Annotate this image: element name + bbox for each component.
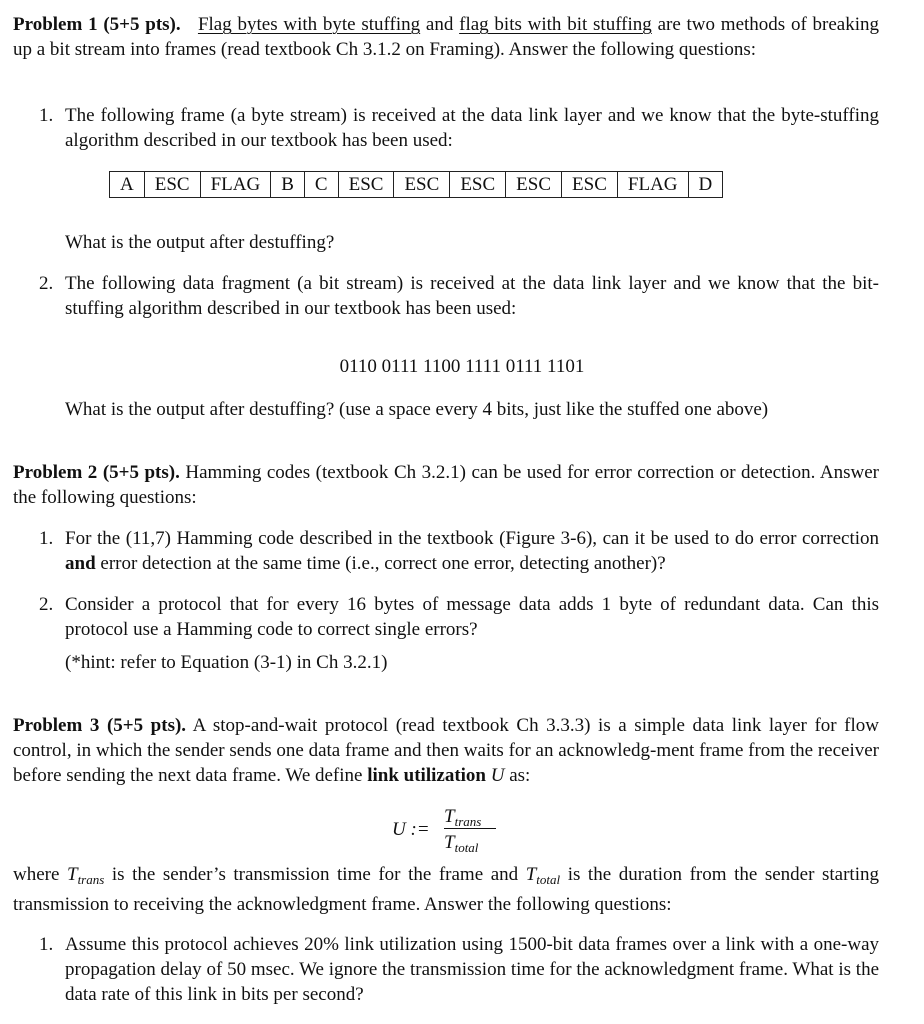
intro-text: are two methods of breaking up a bit stream into frames (read textbook Ch 3.1.2 on Framing). Answer the following questions:: [13, 14, 880, 60]
problem-2-hint: (*hint: refer to Equation (3-1) in Ch 3.2.1): [65, 652, 388, 673]
problem-1-question-2-followup: What is the output after destuffing? (use a space every 4 bits, just like the stuffed one above): [65, 399, 769, 420]
question-number: 1.: [39, 934, 54, 955]
question-text: error detection at the same time (i.e., correct one error, detecting another)?: [95, 553, 666, 574]
problem-1-question-2: [39, 271, 879, 321]
formula-denominator: [444, 830, 500, 860]
problem-2-question-2: [39, 592, 879, 642]
term-link-utilization: link utilization: [367, 765, 486, 786]
intro-text: Hamming codes (textbook Ch 3.2.1) can be used for error correction or detection. Answer the following questions:: [13, 462, 879, 508]
fraction-bar: [444, 828, 496, 829]
question-number: 1.: [39, 528, 54, 549]
frame-cell: ESC: [506, 172, 562, 198]
formula-subscript: total: [454, 840, 479, 855]
question-number: 2.: [39, 273, 54, 294]
intro-underlined-term-2: flag bits with bit stuffing: [459, 14, 652, 35]
problem-1-question-1-followup: What is the output after destuffing?: [65, 232, 335, 253]
question-text: Assume this protocol achieves 20% link utilization using 1500-bit data frames over a link with a one-way propagation delay of 50 msec. We ignore the transmission time for the acknowledgment frame. What is the data rate of this link in bits per second?: [65, 934, 879, 1005]
question-text: The following frame (a byte stream) is received at the data link layer and we know that the byte-stuffing algorithm described in our textbook has been used:: [65, 105, 879, 151]
formula-symbol: T: [444, 832, 455, 853]
emphasis-and: and: [65, 553, 96, 574]
where-paragraph: [13, 862, 879, 917]
where-text: where: [13, 864, 67, 885]
frame-cell: A: [110, 172, 145, 198]
formula-symbol: T: [66, 864, 78, 885]
formula-symbol: T: [525, 864, 537, 885]
bit-stream: 0110 0111 1100 1111 0111 1101: [339, 356, 585, 377]
byte-frame-table: [109, 171, 723, 198]
problem-2-intro: [13, 460, 879, 510]
intro-text: and: [420, 14, 460, 35]
variable-u: U: [490, 765, 505, 786]
question-text: For the (11,7) Hamming code described in the textbook (Figure 3-6), can it be used to do error correction: [65, 528, 879, 549]
formula-subscript: trans: [77, 872, 105, 887]
intro-text: as:: [509, 765, 531, 786]
frame-cell: ESC: [450, 172, 506, 198]
problem-2-question-1: [39, 526, 879, 576]
where-text: is the duration from the sender starting transmission to receiving the acknowledgment frame. Answer the following questions:: [13, 864, 879, 915]
frame-cell: D: [688, 172, 723, 198]
frame-cell: B: [271, 172, 305, 198]
problem-3-intro: [13, 713, 879, 788]
question-text: The following data fragment (a bit stream) is received at the data link layer and we know that the bit-stuffing algorithm described in our textbook has been used:: [65, 273, 879, 319]
problem-1: [13, 12, 879, 62]
intro-text: A stop-and-wait protocol (read textbook Ch 3.3.3) is a simple data link layer for flow control, in which the sender sends one data frame and then waits for an acknowledg-ment frame from the receiver before sending the next data frame. We define: [13, 715, 879, 786]
formula-symbol: T: [444, 806, 455, 827]
formula-subscript: trans: [454, 814, 482, 829]
problem-3-where: [13, 862, 879, 917]
problem-3-heading: Problem 3 (5+5 pts).: [13, 715, 187, 736]
problem-1-heading: Problem 1 (5+5 pts).: [13, 14, 181, 35]
frame-cell: C: [304, 172, 338, 198]
question-number: 1.: [39, 105, 54, 126]
frame-cell: ESC: [562, 172, 618, 198]
problem-3: [13, 713, 879, 788]
frame-cell: FLAG: [617, 172, 688, 198]
formula-lhs: U :=: [392, 819, 430, 840]
problem-1-intro: [13, 12, 879, 62]
problem-2: [13, 460, 879, 510]
frame-cell: ESC: [338, 172, 394, 198]
frame-cell: ESC: [394, 172, 450, 198]
question-number: 2.: [39, 594, 54, 615]
question-text: Consider a protocol that for every 16 bytes of message data adds 1 byte of redundant data. Can this protocol use a Hamming code to correct single errors?: [65, 594, 879, 640]
frame-cell: FLAG: [200, 172, 271, 198]
where-text: is the sender’s transmission time for the frame and: [104, 864, 526, 885]
byte-frame-row: [110, 172, 723, 198]
intro-underlined-term-1: Flag bytes with byte stuffing: [197, 14, 421, 35]
formula-subscript: total: [536, 872, 561, 887]
problem-2-heading: Problem 2 (5+5 pts).: [13, 462, 180, 483]
problem-3-question-1: [39, 932, 879, 1007]
frame-cell: ESC: [144, 172, 200, 198]
utilization-formula: [392, 804, 512, 858]
problem-1-question-1: [39, 103, 879, 153]
